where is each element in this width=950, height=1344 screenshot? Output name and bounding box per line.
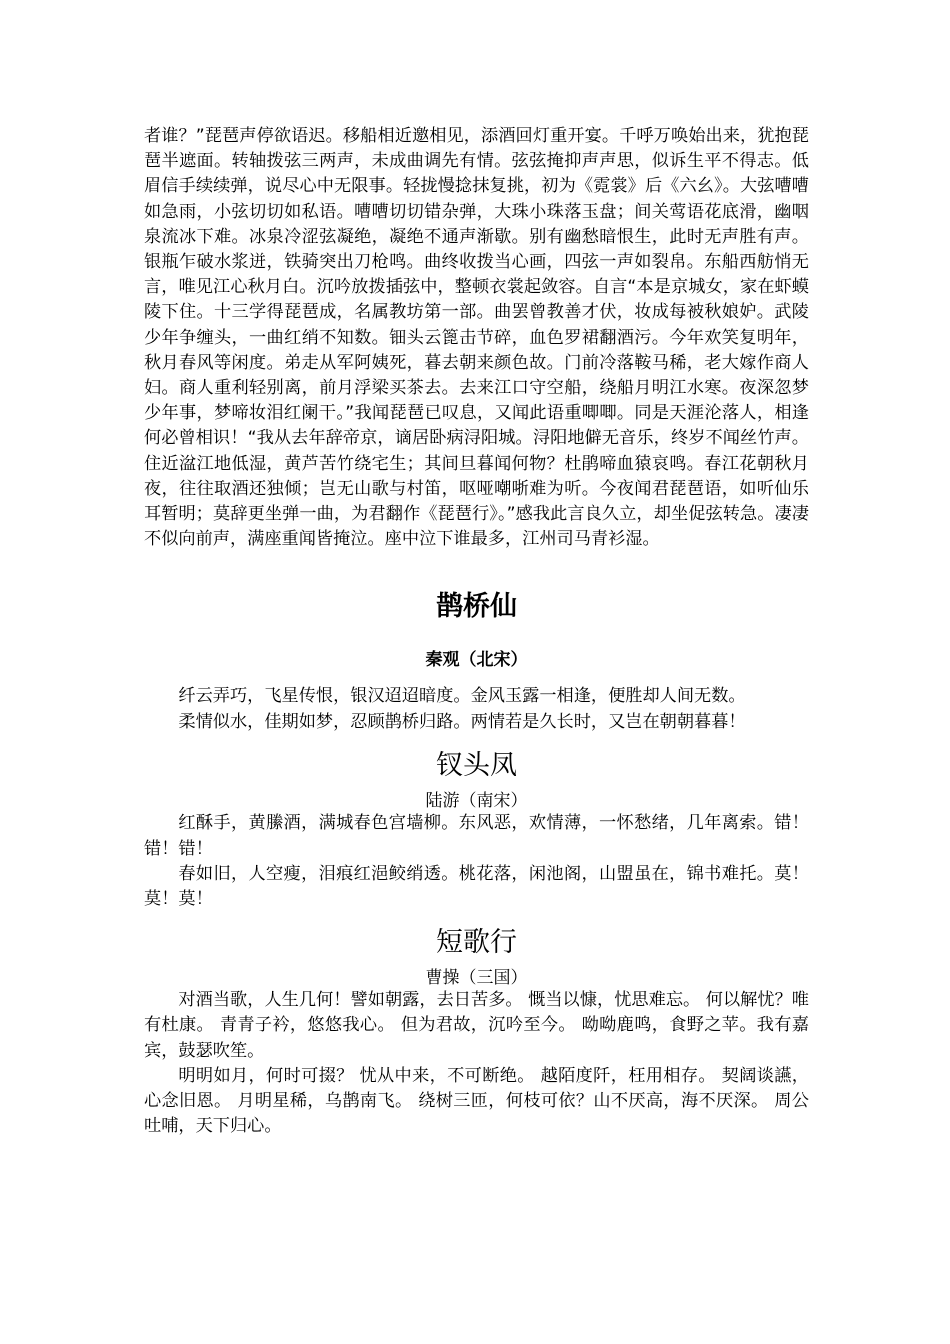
document-page <box>144 124 809 1139</box>
poem-author-duangexing: 曹操（三国） <box>425 968 528 989</box>
poem-line: 纤云弄巧，飞星传恨，银汉迢迢暗度。金风玉露一相逢，便胜却人间无数。 <box>178 686 746 707</box>
poem-stanza: 对酒当歌，人生几何！譬如朝露，去日苦多。 慨当以慷，忧思难忘。 何以解忧？唯有杜康。 青青子衿，悠悠我心。 但为君故，沉吟至今。 呦呦鹿鸣，食野之苹。我有嘉宾，鼓瑟吹笙。 <box>144 990 809 1061</box>
poem-author-chaitoufeng: 陆游（南宋） <box>425 791 528 812</box>
poem-stanza: 明明如月，何时可掇？ 忧从中来，不可断绝。 越陌度阡，枉用相存。 契阔谈讌，心念旧恩。 月明星稀，乌鹊南飞。 绕树三匝，何枝可依？山不厌高，海不厌深。 周公吐哺，天下归心。 <box>144 1065 809 1137</box>
poem-line: 柔情似水，佳期如梦，忍顾鹊桥归路。两情若是久长时，又岂在朝朝暮暮！ <box>178 711 746 732</box>
poem-stanza: 春如旧，人空瘦，泪痕红浥鲛绡透。桃花落，闲池阁，山盟虽在，锦书难托。莫！莫！莫！ <box>144 863 809 910</box>
poem-title-chaitoufeng: 钗头凤 <box>436 750 517 782</box>
poem-title-duangexing: 短歌行 <box>436 927 517 959</box>
poem-title-queqiaoxian: 鹊桥仙 <box>436 591 517 623</box>
poem-stanza: 红酥手，黄縢酒，满城春色宫墙柳。东风恶，欢情薄，一怀愁绪，几年离索。错！错！错！ <box>144 813 809 859</box>
pipa-xing-continuation: 者谁？”琵琶声停欲语迟。移船相近邀相见，添酒回灯重开宴。千呼万唤始出来，犹抱琵琶半遮面。转轴拨弦三两声，未成曲调先有情。弦弦掩抑声声思，似诉生平不得志。低眉信手续续弹，说尽心中无限事。轻拢慢捻抹复挑，初为《霓裳》后《六幺》。大弦嘈嘈如急雨，小弦切切如私语。嘈嘈切切错杂弹，大珠小珠落玉盘；间关莺语花底滑，幽咽泉流冰下难。冰泉冷涩弦凝绝，凝绝不通声渐歇。别有幽愁暗恨生，此时无声胜有声。银瓶乍破水浆迸，铁骑突出刀枪鸣。曲终收拨当心画，四弦一声如裂帛。东船西舫悄无言，唯见江心秋月白。沉吟放拨插弦中，整顿衣裳起敛容。自言“本是京城女，家在虾蟆陵下住。十三学得琵琶成，名属教坊第一部。曲罢曾教善才伏，妆成每被秋娘妒。武陵少年争缠头，一曲红绡不知数。钿头云篦击节碎，血色罗裙翻酒污。今年欢笑复明年，秋月春风等闲度。弟走从军阿姨死，暮去朝来颜色故。门前冷落鞍马稀，老大嫁作商人妇。商人重利轻别离，前月浮梁买茶去。去来江口守空船，绕船月明江水寒。夜深忽梦少年事，梦啼妆泪红阑干。”我闻琵琶已叹息，又闻此语重唧唧。同是天涯沦落人，相逢何必曾相识！“我从去年辞帝京，谪居卧病浔阳城。浔阳地僻无音乐，终岁不闻丝竹声。住近湓江地低湿，黄芦苦竹绕宅生；其间旦暮闻何物？杜鹃啼血猿哀鸣。春江花朝秋月夜，往往取酒还独倾；岂无山歌与村笛，呕哑嘲哳难为听。今夜闻君琵琶语，如听仙乐耳暂明；莫辞更坐弹一曲，为君翻作《琵琶行》。”感我此言良久立，却坐促弦转急。凄凄不似向前声，满座重闻皆掩泣。座中泣下谁最多，江州司马青衫湿。 <box>144 126 809 550</box>
poem-author-queqiaoxian: 秦观（北宋） <box>425 650 528 671</box>
